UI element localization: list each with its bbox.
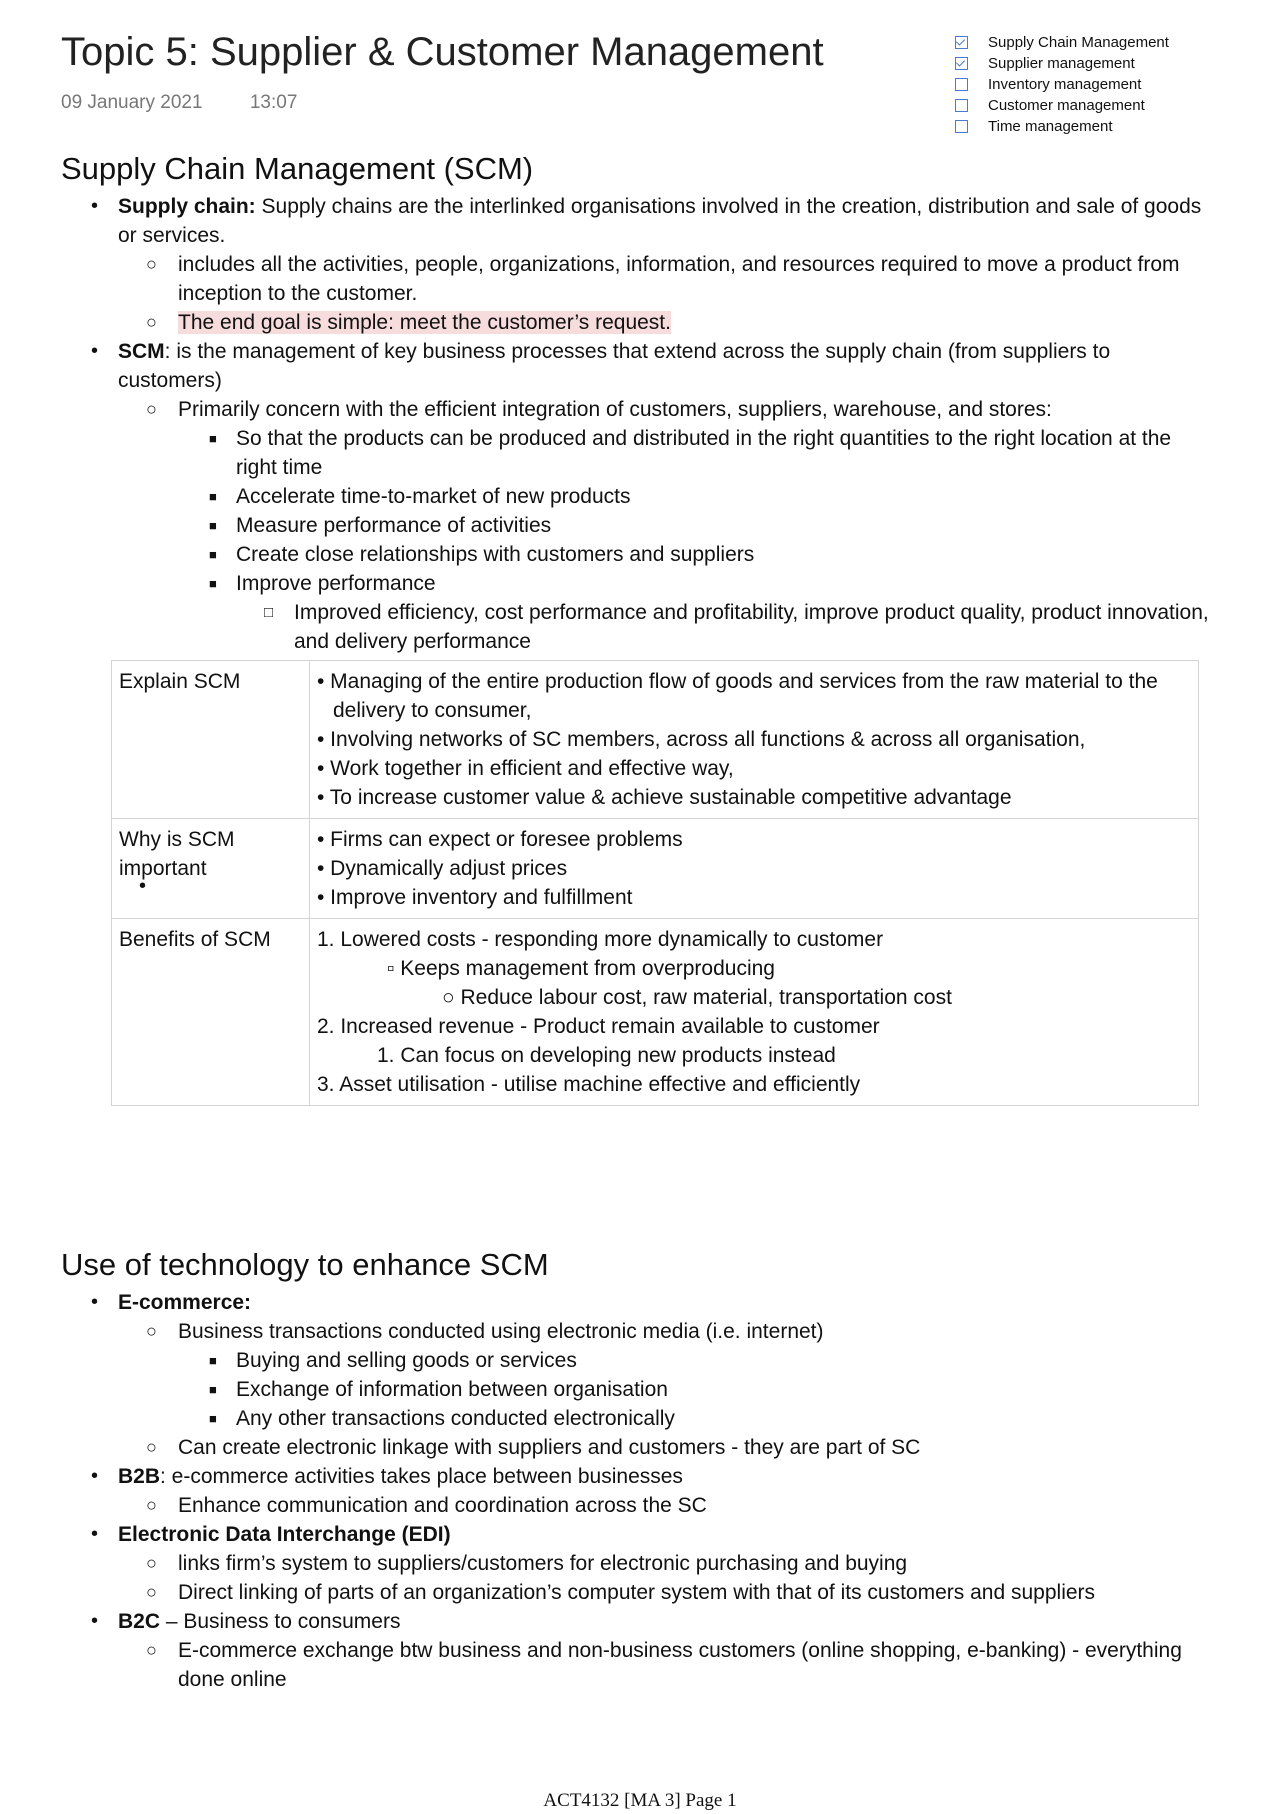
cell-line: • Managing of the entire production flow of goods and services from the raw material to the delivery to consumer, [317, 670, 1158, 722]
list-item [61, 1607, 1211, 1636]
definition: : is the management of key business processes that extend across the supply chain (from suppliers to customers) [118, 340, 1111, 392]
bullet-icon: • [91, 1465, 99, 1487]
checklist-label: Time management [988, 118, 1113, 135]
table-row [112, 661, 1199, 819]
cell-line: 1. Can focus on developing new products instead [377, 1044, 836, 1067]
square-bullet-icon: ■ [209, 431, 217, 446]
square-bullet-icon: ■ [209, 489, 217, 504]
list-item [61, 1404, 1211, 1433]
list-text: Accelerate time-to-market of new products [236, 485, 631, 508]
section-technology [61, 1246, 1211, 1694]
cell-line: • To increase customer value & achieve sustainable competitive advantage [317, 786, 1012, 809]
section-heading-scm: Supply Chain Management (SCM) [61, 151, 534, 186]
checkbox-icon[interactable] [955, 99, 968, 112]
list-item [61, 482, 1211, 511]
technology-list [61, 1288, 1211, 1694]
checklist-label: Supplier management [988, 55, 1135, 72]
list-text: Primarily concern with the efficient integration of customers, suppliers, warehouse, and stores: [178, 398, 1052, 421]
term: B2C [118, 1610, 161, 1633]
bullet-icon: • [139, 875, 147, 897]
note-content [61, 150, 1211, 1694]
square-bullet-icon: ■ [209, 1411, 217, 1426]
term: SCM [118, 340, 165, 363]
checklist-item-customer[interactable] [955, 95, 1169, 116]
list-item [61, 395, 1211, 424]
list-text: Measure performance of activities [236, 514, 552, 537]
checklist-item-inventory[interactable] [955, 74, 1169, 95]
cell-line: • Improve inventory and fulfillment [317, 886, 633, 909]
square-bullet-icon: ■ [209, 1353, 217, 1368]
bullet-icon: • [91, 1523, 99, 1545]
list-item [61, 250, 1211, 308]
cell-line: ▫ Keeps management from overproducing [387, 957, 775, 980]
page-meta [61, 92, 297, 114]
page-time: 13:07 [249, 92, 298, 113]
cell-line: 3. Asset utilisation - utilise machine effective and efficiently [317, 1073, 861, 1096]
checklist-item-scm[interactable] [955, 32, 1169, 53]
list-item [61, 511, 1211, 540]
list-text: Exchange of information between organisation [236, 1378, 668, 1401]
list-item [61, 1433, 1211, 1462]
list-item [61, 308, 1211, 337]
term: Supply chain: [118, 195, 256, 218]
list-text: includes all the activities, people, organizations, information, and resources required to move a product from inception to the customer. [178, 253, 1180, 305]
definition: – Business to consumers [160, 1610, 401, 1633]
table-row [112, 919, 1199, 1106]
list-item [61, 1346, 1211, 1375]
circle-bullet-icon: ○ [146, 312, 157, 332]
list-item [61, 598, 1211, 656]
circle-bullet-icon: ○ [146, 1437, 157, 1457]
scm-table [111, 660, 1199, 1106]
list-item [61, 1549, 1211, 1578]
list-item [61, 1520, 1211, 1549]
scm-table-wrapper [111, 660, 1211, 1106]
list-text: Enhance communication and coordination across the SC [178, 1494, 707, 1517]
checkbox-checked-icon[interactable] [955, 36, 968, 49]
checkbox-icon[interactable] [955, 120, 968, 133]
list-text: So that the products can be produced and distributed in the right quantities to the right location at the right time [236, 427, 1172, 479]
checkbox-icon[interactable] [955, 78, 968, 91]
list-item [61, 569, 1211, 598]
square-bullet-icon: ■ [209, 547, 217, 562]
checklist-label: Supply Chain Management [988, 34, 1169, 51]
table-cell-label[interactable]: Benefits of SCM [112, 919, 310, 1106]
hollow-square-bullet-icon: □ [264, 604, 274, 621]
term: Electronic Data Interchange (EDI) [118, 1523, 451, 1546]
cell-line: • Involving networks of SC members, across all functions & across all organisation, [317, 728, 1086, 751]
list-item [61, 337, 1211, 395]
circle-bullet-icon: ○ [146, 1640, 157, 1660]
cell-line: ○ Reduce labour cost, raw material, transportation cost [442, 986, 952, 1009]
scm-list [61, 192, 1211, 656]
list-text: Can create electronic linkage with suppliers and customers - they are part of SC [178, 1436, 921, 1459]
list-text: Any other transactions conducted electronically [236, 1407, 675, 1430]
cell-line: 1. Lowered costs - responding more dynamically to customer [317, 928, 884, 951]
list-text: Improve performance [236, 572, 436, 595]
list-item [61, 1462, 1211, 1491]
list-item [61, 1578, 1211, 1607]
definition: Supply chains are the interlinked organisations involved in the creation, distribution and sale of goods or services. [118, 195, 1202, 247]
list-text: Direct linking of parts of an organization’s computer system with that of its customers and suppliers [178, 1581, 1096, 1604]
bullet-icon: • [91, 1291, 99, 1313]
checklist-label: Inventory management [988, 76, 1142, 93]
highlighted-text: The end goal is simple: meet the customer’s request. [178, 311, 671, 334]
table-cell-content[interactable] [310, 819, 1199, 919]
table-cell-label[interactable]: Why is SCM important [112, 819, 310, 919]
list-item [61, 1636, 1211, 1694]
list-item [61, 1375, 1211, 1404]
circle-bullet-icon: ○ [146, 1553, 157, 1573]
list-item [61, 1317, 1211, 1346]
circle-bullet-icon: ○ [146, 399, 157, 419]
square-bullet-icon: ■ [209, 518, 217, 533]
list-text: Improved efficiency, cost performance and profitability, improve product quality, product innovation, and delivery performance [294, 601, 1209, 653]
list-text: Buying and selling goods or services [236, 1349, 577, 1372]
topic-checklist [955, 32, 1169, 137]
bullet-icon: • [91, 340, 99, 362]
cell-line: • Dynamically adjust prices [317, 857, 568, 880]
list-item [61, 1288, 1211, 1317]
circle-bullet-icon: ○ [146, 1321, 157, 1341]
list-item [61, 424, 1211, 482]
circle-bullet-icon: ○ [146, 1582, 157, 1602]
table-cell-content[interactable] [310, 661, 1199, 819]
table-cell-label[interactable]: Explain SCM [112, 661, 310, 819]
checklist-label: Customer management [988, 97, 1145, 114]
checkbox-checked-icon[interactable] [955, 57, 968, 70]
page-title: Topic 5: Supplier & Customer Management [61, 30, 824, 74]
square-bullet-icon: ■ [209, 1382, 217, 1397]
cell-line: 2. Increased revenue - Product remain available to customer [317, 1015, 880, 1038]
list-text: links firm’s system to suppliers/customers for electronic purchasing and buying [178, 1552, 908, 1575]
square-bullet-icon: ■ [209, 576, 217, 591]
cell-line: • Work together in efficient and effective way, [317, 757, 734, 780]
circle-bullet-icon: ○ [146, 1495, 157, 1515]
section-heading-technology: Use of technology to enhance SCM [61, 1247, 549, 1282]
circle-bullet-icon: ○ [146, 254, 157, 274]
definition: : e-commerce activities takes place between businesses [160, 1465, 683, 1488]
table-row [112, 819, 1199, 919]
cell-line: • Firms can expect or foresee problems [317, 828, 683, 851]
bullet-icon: • [91, 195, 99, 217]
list-text: Create close relationships with customers and suppliers [236, 543, 755, 566]
list-item [61, 1491, 1211, 1520]
table-cell-content[interactable] [310, 919, 1199, 1106]
list-text: E-commerce exchange btw business and non-business customers (online shopping, e-banking) - everything done online [178, 1639, 1182, 1691]
page-date: 09 January 2021 [61, 92, 203, 113]
term: E-commerce: [118, 1291, 252, 1314]
list-item [61, 192, 1211, 250]
list-text: Business transactions conducted using electronic media (i.e. internet) [178, 1320, 824, 1343]
checklist-item-time[interactable] [955, 116, 1169, 137]
term: B2B [118, 1465, 161, 1488]
page-footer: ACT4132 [MA 3] Page 1 [543, 1790, 737, 1811]
list-item [61, 540, 1211, 569]
checklist-item-supplier[interactable] [955, 53, 1169, 74]
bullet-icon: • [91, 1610, 99, 1632]
